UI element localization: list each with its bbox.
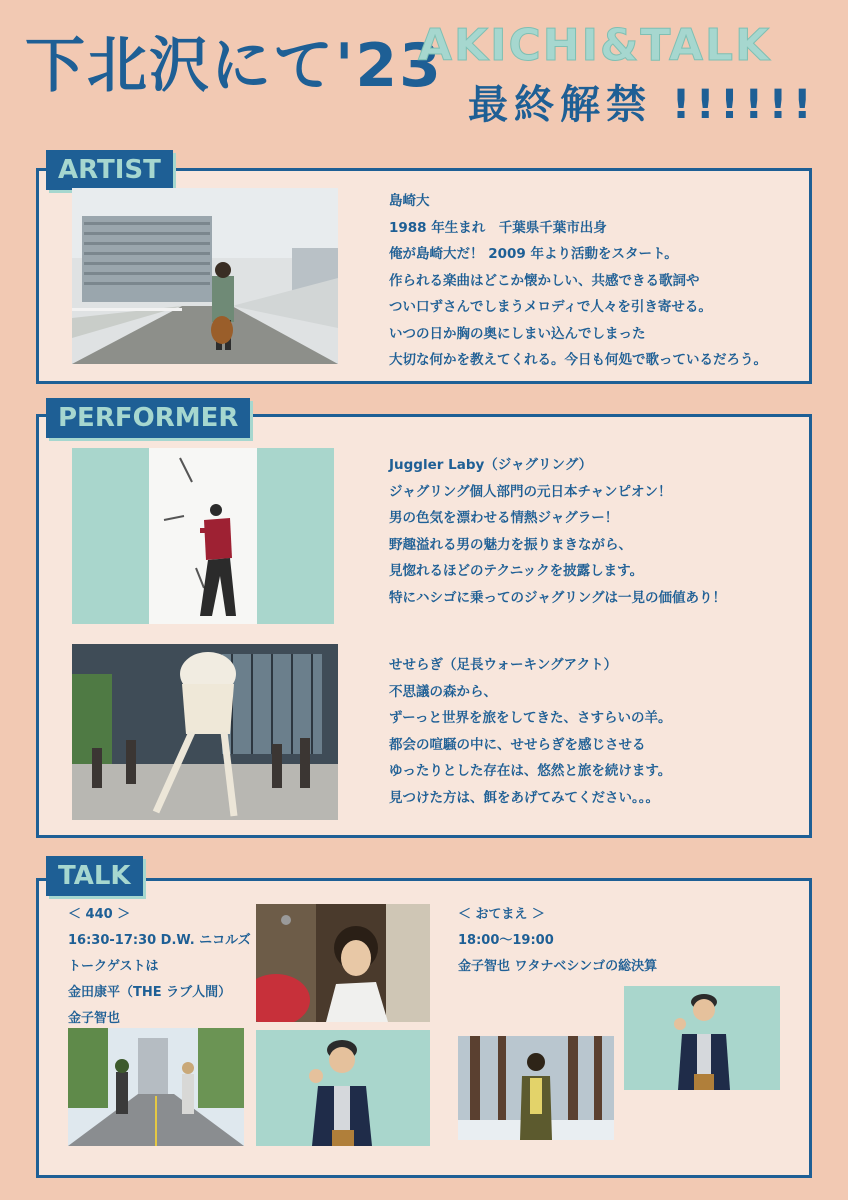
stilt-walker-profile <box>389 652 672 811</box>
talk-forest-photo <box>458 1036 614 1140</box>
artist-line: 作られる楽曲はどこか懐かしい、共感できる歌詞や <box>389 272 700 289</box>
juggler-line: 男の色気を漂わせる情熱ジャグラー！ <box>389 510 619 526</box>
juggler-line: Juggler Laby（ジャグリング） <box>389 457 593 473</box>
artist-line: 大切な何かを教えてくれる。今日も何処で歌っているだろう。 <box>389 352 767 368</box>
artist-profile <box>389 188 767 374</box>
juggler-line: 特にハシゴに乗ってのジャグリングは一見の価値あり！ <box>389 589 726 606</box>
talk-left-line: 16:30-17:30 D.W. ニコルズ <box>68 933 251 948</box>
juggler-line: 見惚れるほどのテクニックを披露します。 <box>389 563 644 579</box>
walking-line: 見つけた方は、餌をあげてみてください。。。 <box>389 789 659 806</box>
talk-guest-photo <box>256 904 430 1022</box>
talk-kaneko-photo-2 <box>624 986 780 1090</box>
performer-section-label: PERFORMER <box>46 398 250 438</box>
talk-left-line: 金田康平（THE ラブ人間） <box>68 985 232 1000</box>
walking-line: 都会の喧騒の中に、せせらぎを感じさせる <box>389 736 646 753</box>
juggler-photo <box>72 448 334 624</box>
talk-left-line: トークゲストは <box>68 959 159 974</box>
talk-440-info <box>68 902 251 1032</box>
walking-line: ずーっと世界を旅をしてきた、さすらいの羊。 <box>389 710 672 726</box>
poster-tagline: 最終解禁 !!!!!! <box>468 82 818 128</box>
artist-line: 1988 年生まれ 千葉県千葉市出身 <box>389 219 607 236</box>
artist-line: いつの日か胸の奥にしまい込んでしまった <box>389 325 646 342</box>
walking-line: せせらぎ（足長ウォーキングアクト） <box>389 657 618 673</box>
artist-section-label: ARTIST <box>46 150 173 190</box>
talk-right-line: 18:00〜19:00 <box>458 933 554 948</box>
walking-line: ゆったりとした存在は、悠然と旅を続けます。 <box>389 763 672 779</box>
talk-right-line: ＜ おてまえ ＞ <box>458 907 545 922</box>
walking-line: 不思議の森から、 <box>389 683 497 700</box>
talk-otemae-info <box>458 902 657 980</box>
artist-line: 俺が島崎大だ！ 2009 年より活動をスタート。 <box>389 246 678 262</box>
talk-kaneko-photo-1 <box>256 1030 430 1146</box>
artist-line: 島崎大 <box>389 193 430 209</box>
talk-left-line: 金子智也 <box>68 1011 121 1026</box>
artist-photo <box>72 188 338 364</box>
talk-section-label: TALK <box>46 856 143 896</box>
poster-subtitle: AKICHI&TALK <box>418 20 772 71</box>
stilt-walker-photo <box>72 644 338 820</box>
juggler-line: 野趣溢れる男の魅力を振りまきながら、 <box>389 536 632 553</box>
poster-title: 下北沢にて'23 <box>25 31 443 101</box>
juggler-line: ジャグリング個人部門の元日本チャンピオン！ <box>389 483 672 500</box>
talk-left-line: ＜ 440 ＞ <box>68 907 131 922</box>
juggler-profile <box>389 452 726 611</box>
talk-street-photo <box>68 1028 244 1146</box>
talk-right-line: 金子智也 ワタナベシンゴの総決算 <box>458 959 658 974</box>
artist-line: つい口ずさんでしまうメロディで人々を引き寄せる。 <box>389 299 712 315</box>
